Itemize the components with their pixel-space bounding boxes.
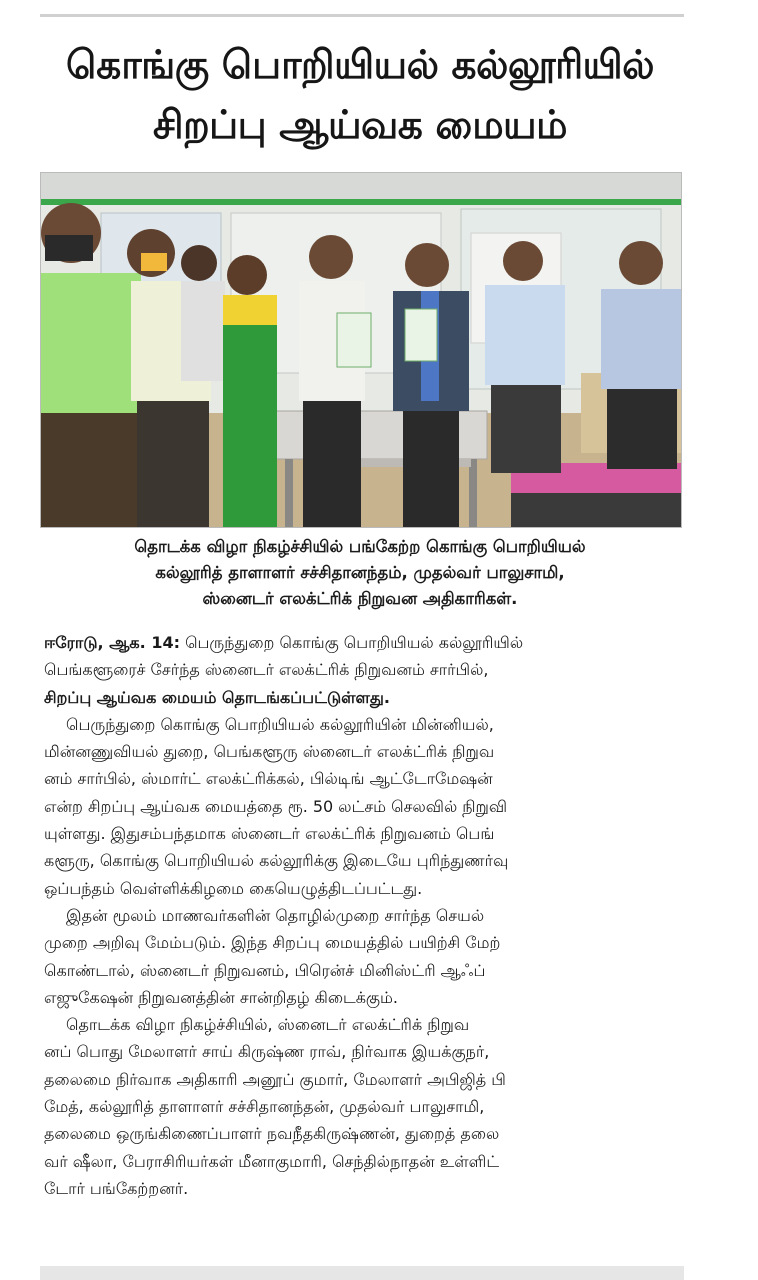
article-line: தலைமை ஒருங்கிணைப்பாளர் நவநீதகிருஷ்ணன், துறைத் தலை	[44, 1124, 500, 1144]
photo-icon	[41, 173, 681, 527]
article-line: னப் பொது மேலாளர் சாய் கிருஷ்ண ராவ், நிர்வாக இயக்குநர்,	[44, 1042, 490, 1062]
article-line: டோர் பங்கேற்றனர்.	[44, 1178, 189, 1198]
article-line: பெருந்துறை கொங்கு பொறியியல் கல்லூரியின் மின்னியல்,	[66, 714, 494, 734]
caption-line-1: தொடக்க விழா நிகழ்ச்சியில் பங்கேற்ற கொங்கு பொறியியல்	[134, 537, 586, 556]
caption-line-2: கல்லூரித் தாளாளர் சச்சிதானந்தம், முதல்வர் பாலுசாமி,	[155, 563, 565, 582]
top-divider	[40, 14, 684, 17]
event-photo	[40, 172, 682, 528]
article-line: சிறப்பு ஆய்வக மையம் தொடங்கப்பட்டுள்ளது.	[44, 687, 390, 707]
article-line: பெங்களூரைச் சேர்ந்த ஸ்னைடர் எலக்ட்ரிக் நிறுவனம் சார்பில்,	[44, 660, 489, 680]
article-line: எஜுகேஷன் நிறுவனத்தின் சான்றிதழ் கிடைக்கும்.	[44, 987, 399, 1007]
article-line: கொண்டால், ஸ்னைடர் நிறுவனம், பிரென்ச் மினிஸ்ட்ரி ஆஃப்	[44, 960, 486, 980]
headline-line-2: சிறப்பு ஆய்வக மையம்	[153, 103, 567, 148]
article-line: வர் ஷீலா, பேராசிரியர்கள் மீனாகுமாரி, செந்தில்நாதன் உள்ளிட்	[44, 1151, 500, 1171]
article-line: தலைமை நிர்வாக அதிகாரி அனூப் குமார், மேலாளர் அபிஜித் பி	[44, 1069, 506, 1089]
article-line	[44, 629, 680, 656]
caption-line-3: ஸ்னைடர் எலக்ட்ரிக் நிறுவன அதிகாரிகள்.	[202, 589, 518, 608]
bottom-divider	[40, 1266, 684, 1280]
article-line: மின்னணுவியல் துறை, பெங்களூரு ஸ்னைடர் எலக்ட்ரிக் நிறுவ	[44, 742, 495, 762]
headline	[40, 36, 680, 156]
article-line: என்ற சிறப்பு ஆய்வக மையத்தை ரூ. 50 லட்சம் செலவில் நிறுவி	[44, 796, 508, 816]
article-line: யுள்ளது. இதுசம்பந்தமாக ஸ்னைடர் எலக்ட்ரிக் நிறுவனம் பெங்	[44, 824, 495, 844]
article-line: ஒப்பந்தம் வெள்ளிக்கிழமை கையெழுத்திடப்பட்டது.	[44, 878, 423, 898]
photo-caption	[40, 534, 680, 612]
article-line-text: பெருந்துறை கொங்கு பொறியியல் கல்லூரியில்	[179, 633, 524, 652]
article-line: னம் சார்பில், ஸ்மார்ட் எலக்ட்ரிக்கல், பில்டிங் ஆட்டோமேஷன்	[44, 769, 493, 789]
dateline: ஈரோடு, ஆக. 14:	[44, 633, 180, 652]
article-body	[44, 629, 680, 1202]
article-line: தொடக்க விழா நிகழ்ச்சியில், ஸ்னைடர் எலக்ட்ரிக் நிறுவ	[66, 1015, 470, 1035]
article-line: களூரு, கொங்கு பொறியியல் கல்லூரிக்கு இடையே புரிந்துணர்வு	[44, 851, 509, 871]
headline-line-1: கொங்கு பொறியியல் கல்லூரியில்	[65, 43, 655, 88]
article-line: முறை அறிவு மேம்படும். இந்த சிறப்பு மையத்தில் பயிற்சி மேற்	[44, 933, 501, 953]
article-line: இதன் மூலம் மாணவர்களின் தொழில்முறை சார்ந்த செயல்	[66, 905, 485, 925]
article-line: மேத், கல்லூரித் தாளாளர் சச்சிதானந்தன், முதல்வர் பாலுசாமி,	[44, 1097, 485, 1117]
